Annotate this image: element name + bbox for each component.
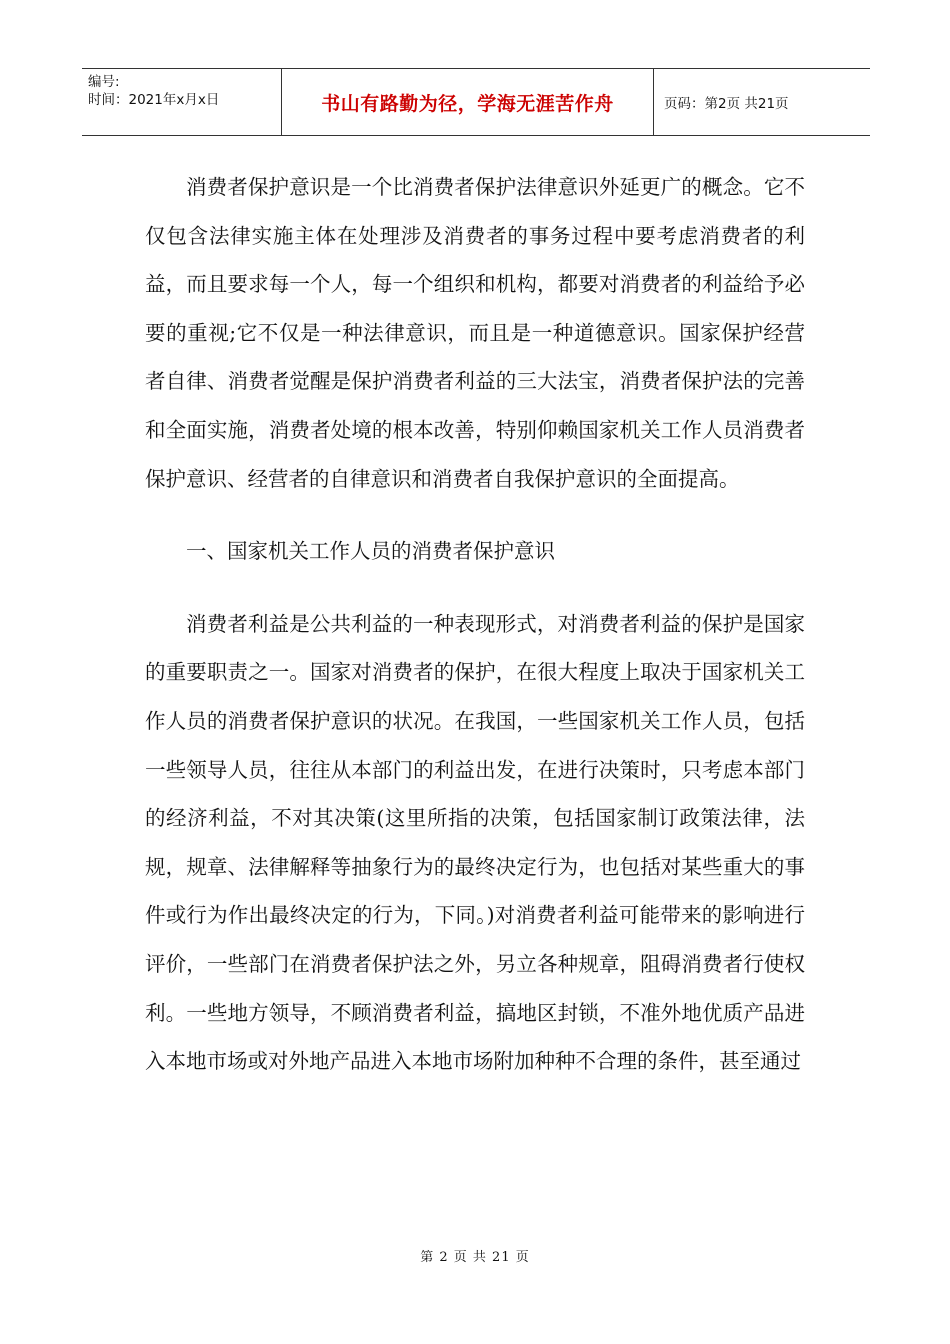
header-motto: 书山有路勤为径，学海无涯苦作舟 <box>282 69 654 135</box>
page-footer: 第 2 页 共 21 页 <box>420 1250 530 1265</box>
body-paragraph: 消费者保护意识是一个比消费者保护法律意识外延更广的概念。它不仅包含法律实施主体在处理涉及消费者的事务过程中要考虑消费者的利益，而且要求每一个人，每一个组织和机构，都要对消费者的利益给予必要的重视;它不仅是一种法律意识，而且是一种道德意识。国家保护经营者自律、消费者觉醒是保护消费者利益的三大法宝，消费者保护法的完善和全面实施，消费者处境的根本改善，特别仰赖国家机关工作人员消费者保护意识、经营者的自律意识和消费者自我保护意识的全面提高。 <box>145 175 805 491</box>
header-page-info: 页码：第2页 共21页 <box>664 96 789 112</box>
body-paragraph: 消费者利益是公共利益的一种表现形式，对消费者利益的保护是国家的重要职责之一。国家对消费者的保护，在很大程度上取决于国家机关工作人员的消费者保护意识的状况。在我国，一些国家机关工作人员，包括一些领导人员，往往从本部门的利益出发，在进行决策时，只考虑本部门的经济利益，不对其决策(这里所指的决策，包括国家制订政策法律，法规，规章、法律解释等抽象行为的最终决定行为，也包括对某些重大的事件或行为作出最终决定的行为，下同。)对消费者利益可能带来的影响进行评价，一些部门在消费者保护法之外，另立各种规章，阻碍消费者行使权利。一些地方领导，不顾消费者利益，搞地区封锁，不准外地优质产品进入本地市场或对外地产品进入本地市场附加种种不合理的条件，甚至通过 <box>145 611 805 1074</box>
document-number-label: 编号: <box>88 74 120 90</box>
document-time-label: 时间：2021年x月x日 <box>88 92 220 108</box>
header-meta <box>82 69 282 135</box>
page-header <box>82 68 870 136</box>
document-body <box>145 163 805 1086</box>
section-heading: 一、国家机关工作人员的消费者保护意识 <box>186 539 555 564</box>
